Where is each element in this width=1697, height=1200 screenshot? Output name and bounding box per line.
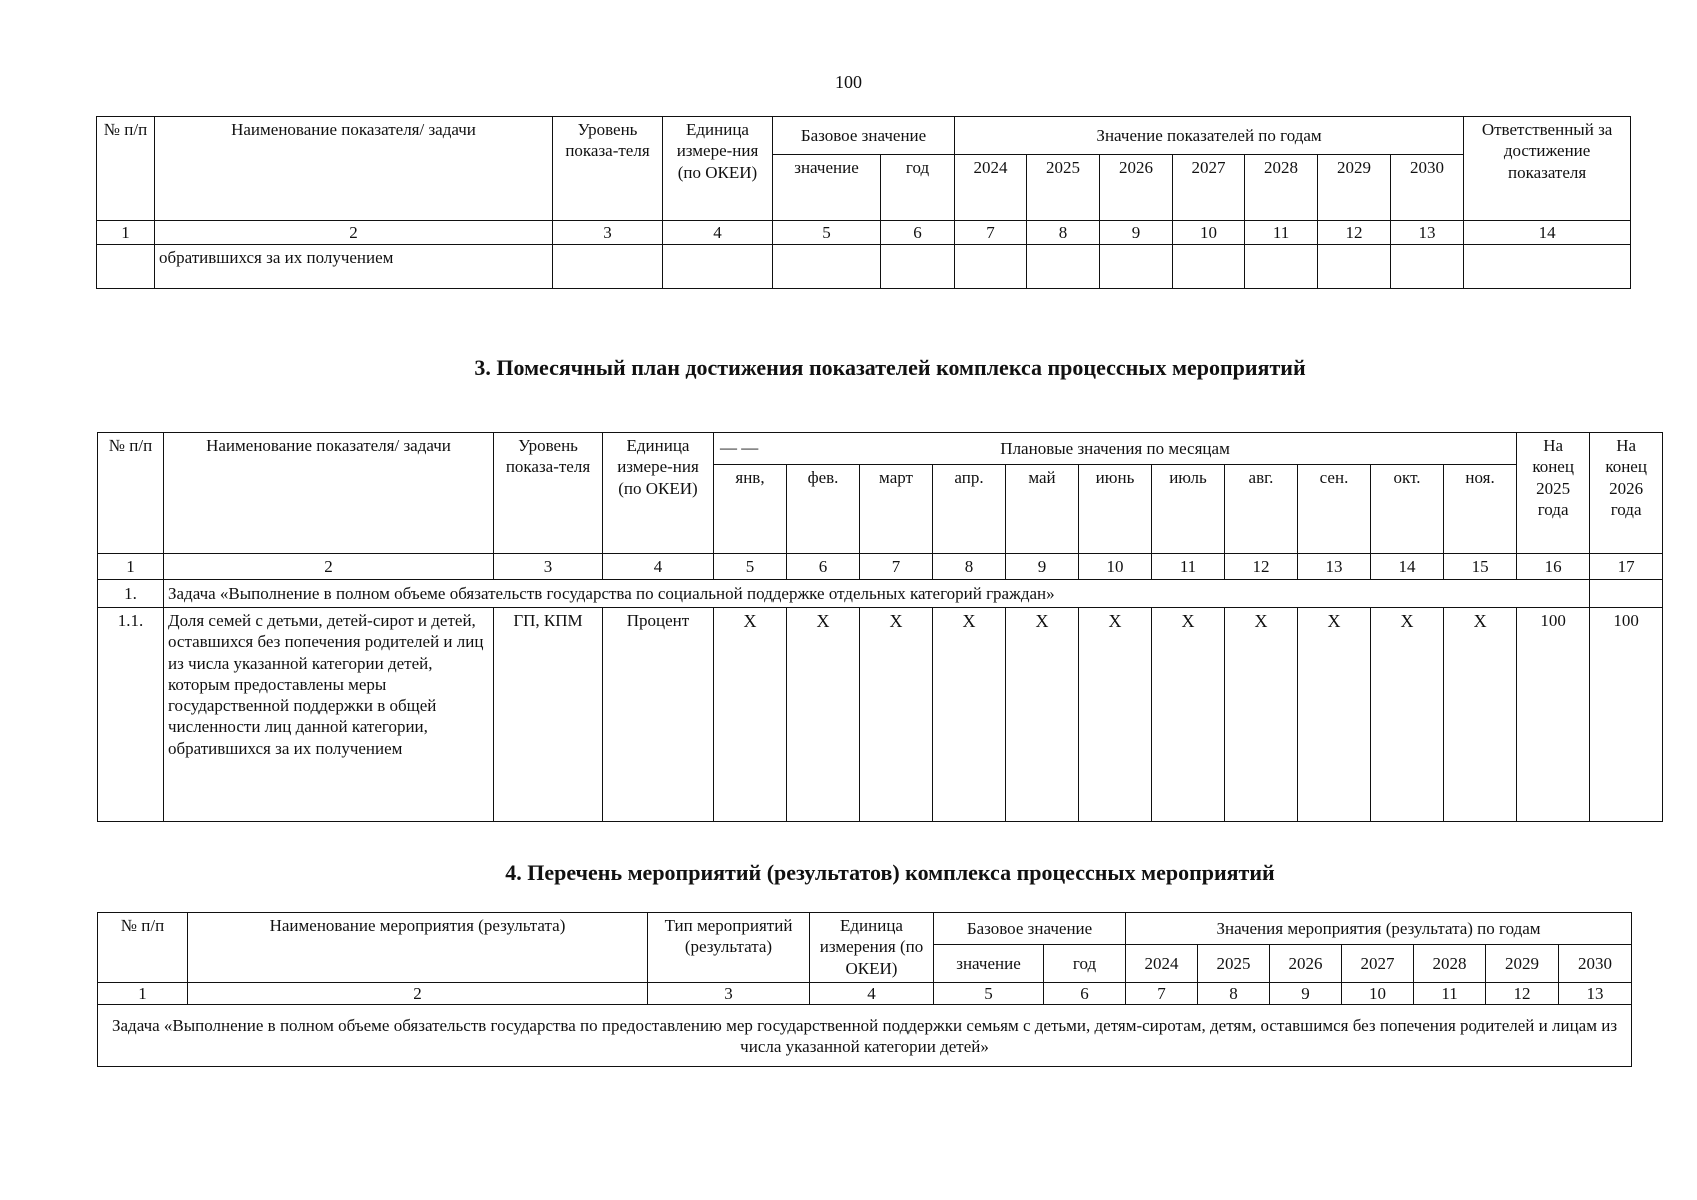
t2-header-name: Наименование показателя/ задачи	[164, 433, 494, 554]
t1-row-cell	[773, 245, 881, 289]
t1-header-responsible: Ответственный за достижение показателя	[1464, 117, 1631, 221]
t3-header-unit: Единица измерения (по ОКЕИ)	[810, 913, 934, 983]
t1-index-cell: 8	[1027, 221, 1100, 245]
t2-header-month: ноя.	[1444, 465, 1517, 554]
t1-index-cell: 13	[1391, 221, 1464, 245]
t1-row-cell	[1245, 245, 1318, 289]
t3-header-base-year: год	[1044, 945, 1126, 983]
t1-index-cell: 10	[1173, 221, 1245, 245]
t1-index-cell: 2	[155, 221, 553, 245]
t2-indicator-month-value: X	[1006, 608, 1079, 822]
t3-header-name: Наименование мероприятия (результата)	[188, 913, 648, 983]
t3-header-year: 2026	[1270, 945, 1342, 983]
t1-index-cell: 4	[663, 221, 773, 245]
t1-header-year: 2024	[955, 155, 1027, 221]
t2-indicator-end-2025: 100	[1517, 608, 1590, 822]
t1-header-year: 2025	[1027, 155, 1100, 221]
t2-header-months-label: Плановые значения по месяцам	[1000, 438, 1230, 458]
t2-indicator-month-value: X	[787, 608, 860, 822]
t3-index-cell: 1	[98, 983, 188, 1005]
t2-index-cell: 12	[1225, 554, 1298, 580]
t2-header-unit: Единица измере-ния (по ОКЕИ)	[603, 433, 714, 554]
t2-header-month: март	[860, 465, 933, 554]
t2-indicator-month-value: X	[1079, 608, 1152, 822]
t3-header-type: Тип мероприятий (результата)	[648, 913, 810, 983]
t2-header-num: № п/п	[98, 433, 164, 554]
t2-index-cell: 13	[1298, 554, 1371, 580]
t2-index-cell: 16	[1517, 554, 1590, 580]
t1-row-num	[97, 245, 155, 289]
t2-index-cell: 9	[1006, 554, 1079, 580]
t2-index-cell: 10	[1079, 554, 1152, 580]
t2-index-cell: 17	[1590, 554, 1663, 580]
t1-index-cell: 9	[1100, 221, 1173, 245]
t2-index-cell: 5	[714, 554, 787, 580]
t2-header-end-2025: На конец 2025 года	[1517, 433, 1590, 554]
t1-index-cell: 11	[1245, 221, 1318, 245]
t2-indicator-month-value: X	[1298, 608, 1371, 822]
t3-index-cell: 13	[1559, 983, 1632, 1005]
t1-header-year: 2027	[1173, 155, 1245, 221]
t3-header-base-value: значение	[934, 945, 1044, 983]
t2-header-month: окт.	[1371, 465, 1444, 554]
t3-header-year: 2024	[1126, 945, 1198, 983]
t2-index-cell: 2	[164, 554, 494, 580]
t1-row-cell	[553, 245, 663, 289]
t2-indicator-end-2026: 100	[1590, 608, 1663, 822]
t1-header-name: Наименование показателя/ задачи	[155, 117, 553, 221]
t2-indicator-month-value: X	[1371, 608, 1444, 822]
t1-row-cell	[1464, 245, 1631, 289]
t3-header-year: 2025	[1198, 945, 1270, 983]
t2-header-month: апр.	[933, 465, 1006, 554]
t1-index-cell: 14	[1464, 221, 1631, 245]
t3-header-base: Базовое значение	[934, 913, 1126, 945]
t1-row-cell	[1100, 245, 1173, 289]
t1-row-name: обратившихся за их получением	[155, 245, 553, 289]
t2-indicator-month-value: X	[1152, 608, 1225, 822]
t1-index-cell: 6	[881, 221, 955, 245]
t1-header-years-group: Значение показателей по годам	[955, 117, 1464, 155]
t1-index-cell: 1	[97, 221, 155, 245]
t3-header-year: 2030	[1559, 945, 1632, 983]
t1-header-num: № п/п	[97, 117, 155, 221]
t2-header-month: июль	[1152, 465, 1225, 554]
t3-index-cell: 11	[1414, 983, 1486, 1005]
t2-header-month: фев.	[787, 465, 860, 554]
page-number: 100	[835, 72, 862, 92]
t2-header-month: авг.	[1225, 465, 1298, 554]
t3-index-cell: 5	[934, 983, 1044, 1005]
t1-header-year: 2028	[1245, 155, 1318, 221]
t2-indicator-name: Доля семей с детьми, детей-сирот и детей, оставшихся без попечения родителей и лиц из числа указанной категории детей, которым предоставлены меры государственной поддержки в общей численности лиц данной категории, обратившихся за их получением	[164, 608, 494, 822]
t2-indicator-unit: Процент	[603, 608, 714, 822]
t2-header-month: янв,	[714, 465, 787, 554]
t3-header-years-group: Значения мероприятия (результата) по годам	[1126, 913, 1632, 945]
t2-indicator-month-value: X	[860, 608, 933, 822]
t2-header-month: май	[1006, 465, 1079, 554]
t2-indicator-month-value: X	[1225, 608, 1298, 822]
t1-header-year: 2030	[1391, 155, 1464, 221]
section-4-title: 4. Перечень мероприятий (результатов) комплекса процессных мероприятий	[505, 860, 1275, 885]
t3-index-cell: 3	[648, 983, 810, 1005]
t2-header-end-2026: На конец 2026 года	[1590, 433, 1663, 554]
t1-row-cell	[1173, 245, 1245, 289]
t2-header-level: Уровень показа-теля	[494, 433, 603, 554]
t3-index-cell: 10	[1342, 983, 1414, 1005]
t1-header-base-year: год	[881, 155, 955, 221]
t3-task-row: Задача «Выполнение в полном объеме обязательств государства по предоставлению мер государственной поддержки семьям с детьми, детям-сиротам, детям, оставшимся без попечения родителей и лицам из числа указанной категории детей»	[98, 1005, 1632, 1067]
t2-header-months-group	[714, 433, 1517, 465]
t1-row-cell	[663, 245, 773, 289]
t3-index-cell: 9	[1270, 983, 1342, 1005]
t3-index-cell: 12	[1486, 983, 1559, 1005]
t1-row-cell	[1027, 245, 1100, 289]
t2-task-empty	[1590, 580, 1663, 608]
t1-row-cell	[1391, 245, 1464, 289]
t2-indicator-num: 1.1.	[98, 608, 164, 822]
t2-index-cell: 8	[933, 554, 1006, 580]
t1-index-cell: 7	[955, 221, 1027, 245]
t2-index-cell: 3	[494, 554, 603, 580]
t2-index-cell: 6	[787, 554, 860, 580]
t2-index-cell: 15	[1444, 554, 1517, 580]
section-3-title: 3. Помесячный план достижения показателей комплекса процессных мероприятий	[474, 355, 1306, 380]
t1-header-unit: Единица измере-ния (по ОКЕИ)	[663, 117, 773, 221]
t2-indicator-month-value: X	[1444, 608, 1517, 822]
t1-header-level: Уровень показа-теля	[553, 117, 663, 221]
t3-header-num: № п/п	[98, 913, 188, 983]
t2-indicator-month-value: X	[933, 608, 1006, 822]
t3-header-year: 2028	[1414, 945, 1486, 983]
t2-index-cell: 1	[98, 554, 164, 580]
t3-index-cell: 8	[1198, 983, 1270, 1005]
table-2-monthly-plan	[97, 432, 1663, 822]
t1-header-base: Базовое значение	[773, 117, 955, 155]
t2-index-cell: 11	[1152, 554, 1225, 580]
t1-row-cell	[955, 245, 1027, 289]
t1-row-cell	[1318, 245, 1391, 289]
t3-header-year: 2029	[1486, 945, 1559, 983]
t1-row-cell	[881, 245, 955, 289]
t3-index-cell: 4	[810, 983, 934, 1005]
t1-index-cell: 3	[553, 221, 663, 245]
t2-index-cell: 7	[860, 554, 933, 580]
table-3-activities	[97, 912, 1632, 1067]
table-1-indicators	[96, 116, 1631, 289]
t2-index-cell: 4	[603, 554, 714, 580]
t2-indicator-month-value: X	[714, 608, 787, 822]
t2-header-months-marks: — —	[720, 438, 759, 457]
t3-header-year: 2027	[1342, 945, 1414, 983]
t1-index-cell: 5	[773, 221, 881, 245]
t2-task-num: 1.	[98, 580, 164, 608]
t2-header-month: июнь	[1079, 465, 1152, 554]
t1-header-year: 2026	[1100, 155, 1173, 221]
t2-index-cell: 14	[1371, 554, 1444, 580]
t3-index-cell: 2	[188, 983, 648, 1005]
t2-header-month: сен.	[1298, 465, 1371, 554]
t1-header-year: 2029	[1318, 155, 1391, 221]
t2-indicator-level: ГП, КПМ	[494, 608, 603, 822]
t3-index-cell: 7	[1126, 983, 1198, 1005]
t1-header-base-value: значение	[773, 155, 881, 221]
t2-task-text: Задача «Выполнение в полном объеме обязательств государства по социальной поддержке отдельных категорий граждан»	[164, 580, 1590, 608]
t3-index-cell: 6	[1044, 983, 1126, 1005]
t1-index-cell: 12	[1318, 221, 1391, 245]
